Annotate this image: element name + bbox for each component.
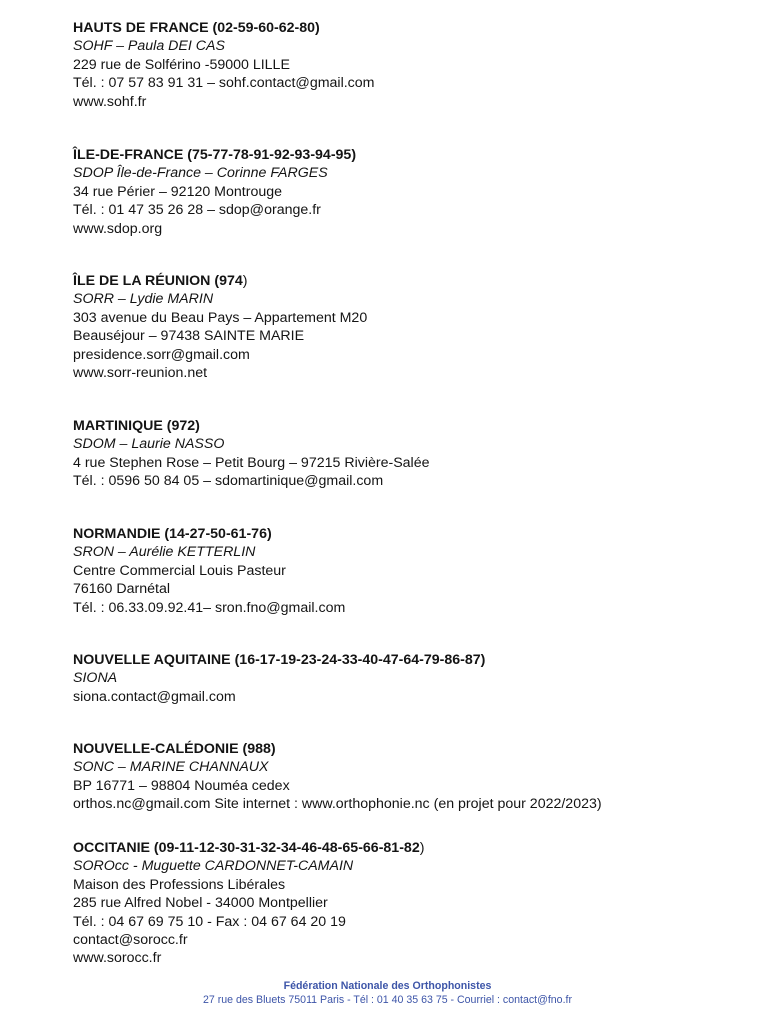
footer-organization-name: Fédération Nationale des Orthophonistes [283,980,492,992]
phone-fax-line: Tél. : 04 67 69 75 10 - Fax : 04 67 64 20 19 [73,913,346,930]
region-title [73,146,356,164]
region-entry-nouvelle-aquitaine [73,651,485,706]
website-link[interactable]: www.sorr-reunion.net [73,365,208,382]
address-line: Beauséjour – 97438 SAINTE MARIE [73,328,305,345]
region-entry-normandie [73,525,345,617]
website-link[interactable]: www.sohf.fr [73,93,147,110]
region-title [73,272,367,290]
address-line: Maison des Professions Libérales [73,876,286,893]
region-title-text: ÎLE-DE-FRANCE (75-77-78-91-92-93-94-95) [73,147,357,163]
address-line: 34 rue Périer – 92120 Montrouge [73,183,283,200]
region-title [73,839,424,857]
address-line: Centre Commercial Louis Pasteur [73,562,286,579]
address-line: 303 avenue du Beau Pays – Appartement M20 [73,309,368,326]
email-link[interactable]: contact@sorocc.fr [73,932,188,949]
address-line: 229 rue de Solférino -59000 LILLE [73,56,290,73]
phone-email-line[interactable]: Tél. : 01 47 35 26 28 – sdop@orange.fr [73,202,321,219]
region-title [73,19,374,37]
association-name: SRON – Aurélie KETTERLIN [73,544,256,561]
association-name: SOROcc - Muguette CARDONNET-CAMAIN [73,858,354,875]
association-name: SDOP Île-de-France – Corinne FARGES [73,165,328,182]
region-title [73,417,430,435]
address-line: 285 rue Alfred Nobel - 34000 Montpellier [73,895,328,912]
website-link[interactable]: www.sorocc.fr [73,950,162,967]
region-title-text: NOUVELLE-CALÉDONIE (988) [73,741,276,757]
email-link[interactable]: siona.contact@gmail.com [73,688,236,705]
page-footer [0,979,775,1007]
region-title-text: HAUTS DE FRANCE (02-59-60-62-80) [73,20,320,36]
association-name: SDOM – Laurie NASSO [73,436,225,453]
region-title-text: MARTINIQUE (972) [73,418,200,434]
region-title-text: ÎLE DE LA RÉUNION (974 [73,273,243,289]
association-name: SONC – MARINE CHANNAUX [73,759,269,776]
region-entry-ile-de-la-reunion [73,272,367,382]
region-title [73,740,602,758]
association-name: SOHF – Paula DEI CAS [73,38,225,55]
region-entry-martinique [73,417,430,491]
footer-address: 27 rue des Bluets 75011 Paris - Tél : 01 40 35 63 75 - Courriel : contact@fno.fr [203,994,572,1006]
region-entry-hauts-de-france [73,19,374,111]
phone-email-line[interactable]: Tél. : 06.33.09.92.41– sron.fno@gmail.com [73,599,346,616]
region-title-tail: ) [242,273,248,289]
phone-email-line[interactable]: Tél. : 0596 50 84 05 – sdomartinique@gmail.com [73,473,384,490]
region-entry-nouvelle-caledonie [73,740,602,814]
region-entry-ile-de-france [73,146,356,238]
address-line: 4 rue Stephen Rose – Petit Bourg – 97215 Rivière-Salée [73,454,430,471]
phone-email-line[interactable]: Tél. : 07 57 83 91 31 – sohf.contact@gmail.com [73,75,375,92]
region-entry-occitanie [73,839,424,968]
association-name: SORR – Lydie MARIN [73,291,214,308]
region-title-text: OCCITANIE (09-11-12-30-31-32-34-46-48-65-66-81-82 [73,840,420,856]
region-title [73,651,485,669]
region-title [73,525,345,543]
address-line: BP 16771 – 98804 Nouméa cedex [73,777,290,794]
email-link[interactable]: presidence.sorr@gmail.com [73,346,250,363]
address-line: 76160 Darnétal [73,581,171,598]
region-title-tail: ) [419,840,425,856]
website-link[interactable]: www.sdop.org [73,220,163,237]
region-title-text: NOUVELLE AQUITAINE (16-17-19-23-24-33-40-47-64-79-86-87) [73,652,486,668]
association-name: SIONA [73,670,118,687]
email-website-line[interactable]: orthos.nc@gmail.com Site internet : www.orthophonie.nc (en projet pour 2022/2023) [73,796,602,813]
region-title-text: NORMANDIE (14-27-50-61-76) [73,526,272,542]
